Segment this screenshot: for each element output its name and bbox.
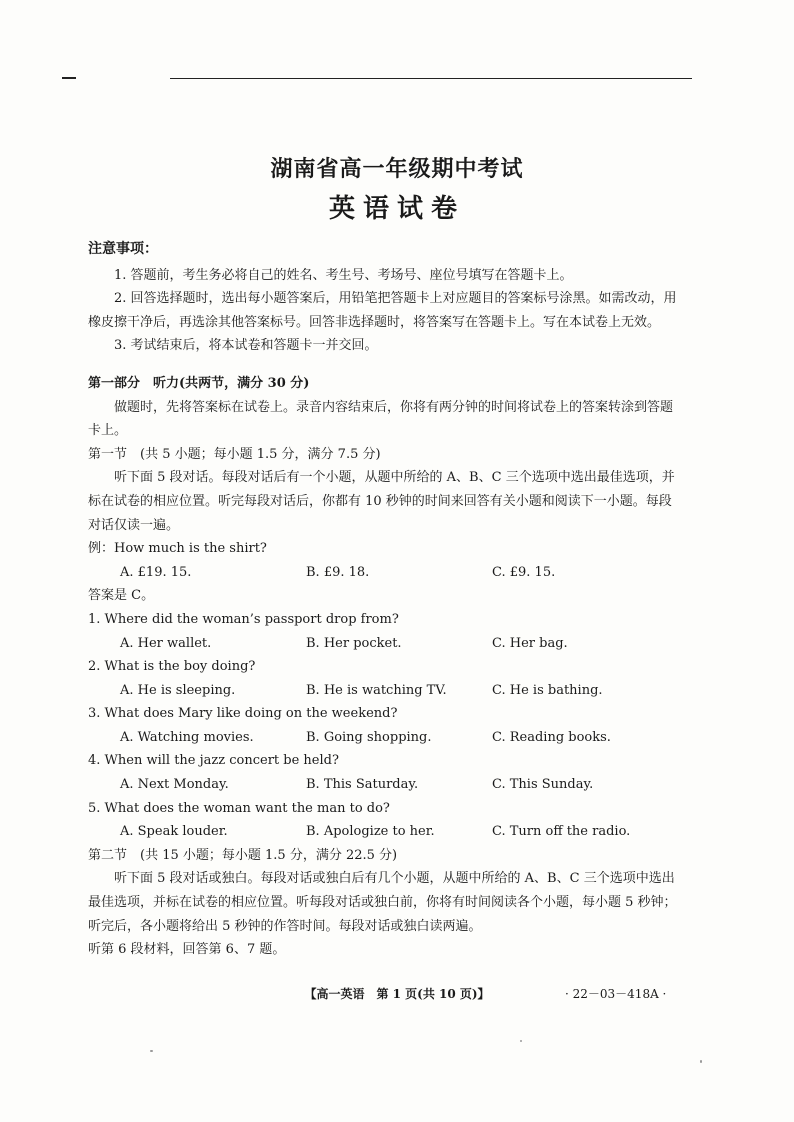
question-4-options xyxy=(88,773,678,797)
example-question: 例：How much is the shirt? xyxy=(88,541,267,557)
paper-code: · 22－03－418A · xyxy=(565,987,667,1001)
section2-heading: 第二节 (共 15 小题；每小题 1.5 分，满分 22.5 分) xyxy=(88,847,398,863)
question-2: 2. What is the boy doing? xyxy=(88,659,256,675)
example-option-b: B. £9. 18. xyxy=(306,564,370,580)
note-3: 3. 考试结束后，将本试卷和答题卡一并交回。 xyxy=(114,338,378,354)
question-3: 3. What does Mary like doing on the weekend? xyxy=(88,706,398,722)
section1-intro: 听下面 5 段对话。每段对话后有一个小题，从题中所给的 A、B、C 三个选项中选出最佳选项，并标在试卷的相应位置。听完每段对话后，你都有 10 秒钟的时间来回答有关小题和阅读下一小题。每段对话仅读一遍。 xyxy=(88,470,675,533)
q3-option-b: B. Going shopping. xyxy=(306,729,432,745)
note-1: 1. 答题前，考生务必将自己的姓名、考生号、考场号、座位号填写在答题卡上。 xyxy=(114,267,573,283)
q2-option-b: B. He is watching TV. xyxy=(306,682,447,698)
question-4: 4. When will the jazz concert be held? xyxy=(88,753,339,769)
q4-option-c: C. This Sunday. xyxy=(492,777,594,793)
example-options xyxy=(88,561,678,585)
question-2-options xyxy=(88,679,678,703)
q1-option-c: C. Her bag. xyxy=(492,635,568,651)
question-1: 1. Where did the woman’s passport drop from? xyxy=(88,611,399,627)
q2-option-c: C. He is bathing. xyxy=(492,682,603,698)
q3-option-a: A. Watching movies. xyxy=(120,729,254,745)
scan-speck xyxy=(700,1060,702,1063)
q5-option-c: C. Turn off the radio. xyxy=(492,824,631,840)
corner-mark xyxy=(62,77,76,79)
q4-option-a: A. Next Monday. xyxy=(120,777,229,793)
part1-heading: 第一部分 听力(共两节，满分 30 分) xyxy=(88,375,310,391)
section1-heading: 第一节 (共 5 小题；每小题 1.5 分，满分 7.5 分) xyxy=(88,446,381,462)
q4-option-b: B. This Saturday. xyxy=(306,777,419,793)
material-6-instruction: 听第 6 段材料，回答第 6、7 题。 xyxy=(88,942,286,958)
part1-intro: 做题时，先将答案标在试卷上。录音内容结束后，你将有两分钟的时间将试卷上的答案转涂到答题卡上。 xyxy=(88,399,674,439)
scan-speck xyxy=(150,1050,153,1052)
q2-option-a: A. He is sleeping. xyxy=(120,682,236,698)
exam-content xyxy=(88,238,678,962)
question-5: 5. What does the woman want the man to do? xyxy=(88,800,390,816)
example-option-a: A. £19. 15. xyxy=(120,564,192,580)
q3-option-c: C. Reading books. xyxy=(492,729,611,745)
q1-option-b: B. Her pocket. xyxy=(306,635,402,651)
header-rule xyxy=(170,78,692,79)
page-footer xyxy=(0,985,794,1005)
example-option-c: C. £9. 15. xyxy=(492,564,556,580)
example-answer: 答案是 C。 xyxy=(88,588,155,604)
note-2: 2. 回答选择题时，选出每小题答案后，用铅笔把答题卡上对应题目的答案标号涂黑。如需改动，用橡皮擦干净后，再选涂其他答案标号。回答非选择题时，将答案写在答题卡上。写在本试卷上无效。 xyxy=(88,291,677,330)
section2-intro: 听下面 5 段对话或独白。每段对话或独白后有几个小题，从题中所给的 A、B、C 三个选项中选出最佳选项，并标在试卷的相应位置。听每段对话或独白前，你将有时间阅读各个小题，每小题 5 秒钟；听完后，各小题将给出 5 秒钟的作答时间。每段对话或独白读两遍。 xyxy=(88,871,677,934)
q5-option-b: B. Apologize to her. xyxy=(306,824,435,840)
q1-option-a: A. Her wallet. xyxy=(120,635,212,651)
question-3-options xyxy=(88,726,678,750)
q5-option-a: A. Speak louder. xyxy=(120,824,228,840)
notes-heading: 注意事项： xyxy=(88,241,158,257)
question-5-options xyxy=(88,820,678,844)
subject-title: 英语试卷 xyxy=(328,194,465,224)
page-number-label: 【高一英语 第 1 页(共 10 页)】 xyxy=(304,987,490,1001)
exam-title: 湖南省高一年级期中考试 xyxy=(270,156,524,182)
question-1-options xyxy=(88,632,678,656)
scan-speck xyxy=(520,1040,522,1042)
